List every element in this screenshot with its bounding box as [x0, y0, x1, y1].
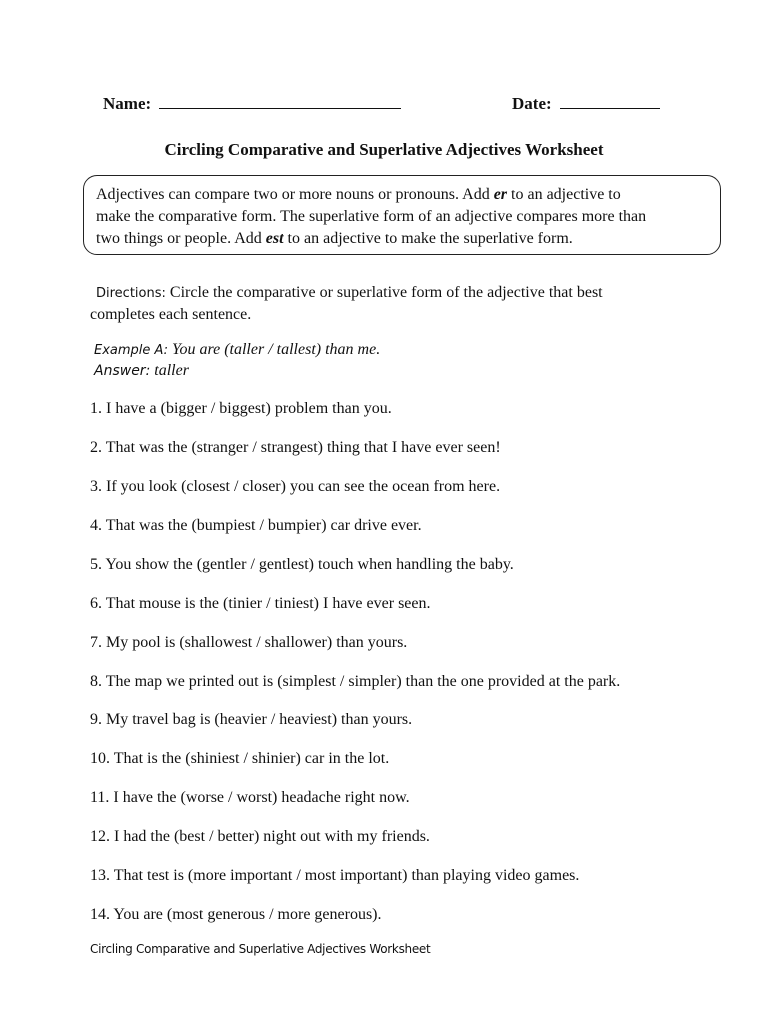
- list-item[interactable]: 5. You show the (gentler / gentlest) touch when handling the baby.: [90, 556, 514, 573]
- list-item[interactable]: 12. I had the (best / better) night out with my friends.: [90, 828, 430, 845]
- list-item[interactable]: 11. I have the (worse / worst) headache right now.: [90, 789, 410, 806]
- list-item[interactable]: 14. You are (most generous / more generous).: [90, 906, 382, 923]
- info-emphasis-est: est: [265, 230, 284, 247]
- info-emphasis-er: er: [493, 186, 508, 203]
- list-item[interactable]: 8. The map we printed out is (simplest / simpler) than the one provided at the park.: [90, 673, 621, 690]
- info-line-1: Adjectives can compare two or more nouns or pronouns. Add er to an adjective to: [96, 186, 621, 203]
- worksheet-title: Circling Comparative and Superlative Adjectives Worksheet: [164, 140, 604, 159]
- example-block: [94, 340, 380, 381]
- directions: [90, 282, 710, 325]
- name-label: Name: [103, 94, 146, 113]
- list-item[interactable]: 7. My pool is (shallowest / shallower) than yours.: [90, 634, 408, 651]
- list-item[interactable]: 13. That test is (more important / most important) than playing video games.: [90, 867, 580, 884]
- name-blank-line[interactable]: [159, 92, 401, 109]
- list-item[interactable]: 4. That was the (bumpiest / bumpier) car drive ever.: [90, 517, 422, 534]
- info-line-3: two things or people. Add est to an adjective to make the superlative form.: [96, 230, 573, 247]
- list-item[interactable]: 9. My travel bag is (heavier / heaviest) than yours.: [90, 711, 413, 728]
- list-item[interactable]: 6. That mouse is the (tinier / tiniest) I have ever seen.: [90, 595, 431, 612]
- page-footer: Circling Comparative and Superlative Adjectives Worksheet: [90, 942, 431, 956]
- info-box: [83, 175, 721, 255]
- example-label: Example A:: [94, 343, 169, 358]
- date-field-row: [512, 92, 660, 114]
- list-item[interactable]: 1. I have a (bigger / biggest) problem than you.: [90, 400, 392, 417]
- name-field-row: [103, 92, 401, 114]
- date-blank-line[interactable]: [560, 92, 660, 109]
- answer-label: Answer:: [94, 363, 151, 379]
- list-item[interactable]: 2. That was the (stranger / strangest) thing that I have ever seen!: [90, 439, 501, 456]
- list-item[interactable]: 10. That is the (shiniest / shinier) car in the lot.: [90, 750, 390, 767]
- directions-text-2: completes each sentence.: [90, 306, 252, 323]
- directions-text-1: Circle the comparative or superlative form of the adjective that best: [169, 284, 603, 301]
- list-item[interactable]: 3. If you look (closest / closer) you can see the ocean from here.: [90, 478, 501, 495]
- directions-label: Directions:: [96, 286, 166, 301]
- info-line-2: make the comparative form. The superlative form of an adjective compares more than: [96, 208, 647, 225]
- name-colon: :: [145, 94, 152, 113]
- answer-text: taller: [154, 362, 189, 379]
- date-label: Date:: [512, 94, 552, 113]
- example-sentence: You are (taller / tallest) than me.: [172, 341, 381, 358]
